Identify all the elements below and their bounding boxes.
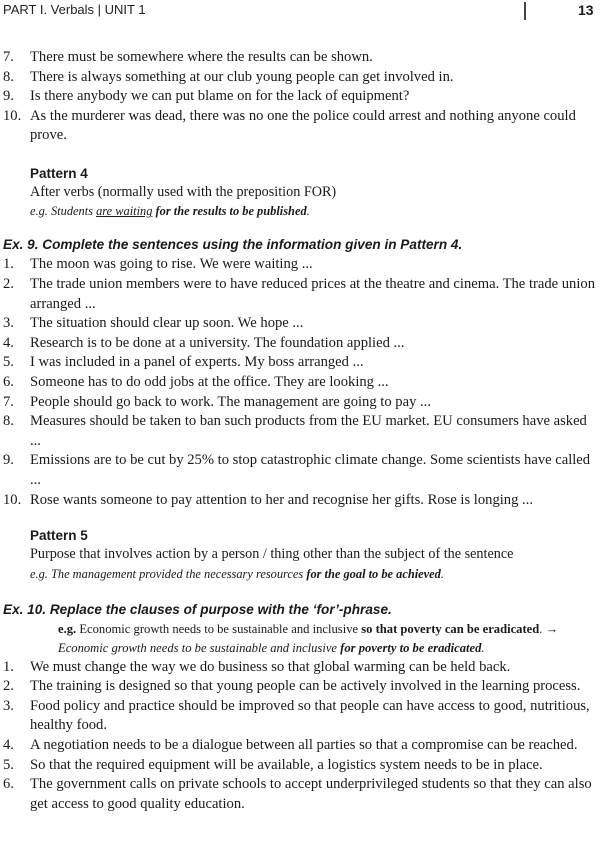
exercise-10-list	[0, 658, 604, 815]
header-divider	[524, 2, 526, 20]
exercise-9-title: Ex. 9. Complete the sentences using the information given in Pattern 4.	[3, 237, 463, 253]
list-item: 2. The trade union members were to have reduced prices at the theatre and cinema. The trade union arranged ...	[3, 276, 595, 312]
list-item: 8. Measures should be taken to ban such products from the EU market. EU consumers have asked ...	[3, 413, 587, 449]
list-item: 7. There must be somewhere where the results can be shown.	[3, 49, 373, 65]
list-item: 2. The training is designed so that young people can be actively involved in the learning process.	[3, 678, 581, 695]
list-item: 7. People should go back to work. The management are going to pay ...	[3, 393, 431, 410]
pattern-5-description: Purpose that involves action by a person / thing other than the subject of the sentence	[30, 546, 514, 563]
list-item: 1. The moon was going to rise. We were waiting ...	[3, 256, 313, 273]
list-item: 5. I was included in a panel of experts. My boss arranged ...	[3, 354, 364, 371]
list-item: 10. Rose wants someone to pay attention to her and recognise her gifts. Rose is longing ...	[3, 491, 533, 508]
page-header	[0, 0, 604, 24]
pattern-5-title: Pattern 5	[30, 528, 88, 544]
list-item: 1. We must change the way we do business so that global warming can be held back.	[3, 658, 511, 675]
page-content	[0, 48, 604, 814]
pattern-4-example: e.g. Students are waiting for the results to be published.	[30, 204, 310, 219]
list-item: 6. The government calls on private schools to accept underprivileged students so that they can also get access to good quality education.	[3, 776, 592, 812]
list-item: 9. Is there anybody we can put blame on for the lack of equipment?	[3, 88, 410, 105]
list-item: 5. So that the required equipment will be available, a logistics system needs to be in place.	[3, 756, 543, 773]
exercise-10-example: e.g. Economic growth needs to be sustainable and inclusive so that poverty can be eradicated. → Economic growth needs to be sustainable and inclusive for poverty to be eradicated.	[58, 621, 559, 655]
pattern-4-title: Pattern 4	[30, 165, 88, 181]
list-item: 8. There is always something at our club young people can get involved in.	[3, 68, 454, 85]
list-item: 4. Research is to be done at a university. The foundation applied ...	[3, 334, 405, 351]
page-number: 13	[578, 2, 594, 18]
exercise-10-title: Ex. 10. Replace the clauses of purpose with the ‘for’-phrase.	[3, 601, 392, 617]
list-item: 10. As the murderer was dead, there was no one the police could arrest and nothing anyone could prove.	[3, 107, 576, 144]
pattern-4-description: After verbs (normally used with the preposition FOR)	[30, 183, 337, 200]
list-item: 3. Food policy and practice should be improved so that people can have access to good, nutritious, healthy food.	[3, 697, 590, 734]
pattern-5-example: e.g. The management provided the necessary resources for the goal to be achieved.	[30, 566, 444, 581]
exercise-9-list	[0, 255, 604, 510]
list-item: 3. The situation should clear up soon. We hope ...	[3, 315, 304, 332]
list-item: 4. A negotiation needs to be a dialogue between all parties so that a compromise can be reached.	[3, 737, 578, 754]
list-item: 9. Emissions are to be cut by 25% to stop catastrophic climate change. Some scientists have called ...	[3, 452, 591, 488]
running-head: PART I. Verbals | UNIT 1	[3, 2, 146, 17]
list-item: 6. Someone has to do odd jobs at the office. They are looking ...	[3, 374, 389, 391]
continued-exercise-list	[0, 48, 604, 146]
